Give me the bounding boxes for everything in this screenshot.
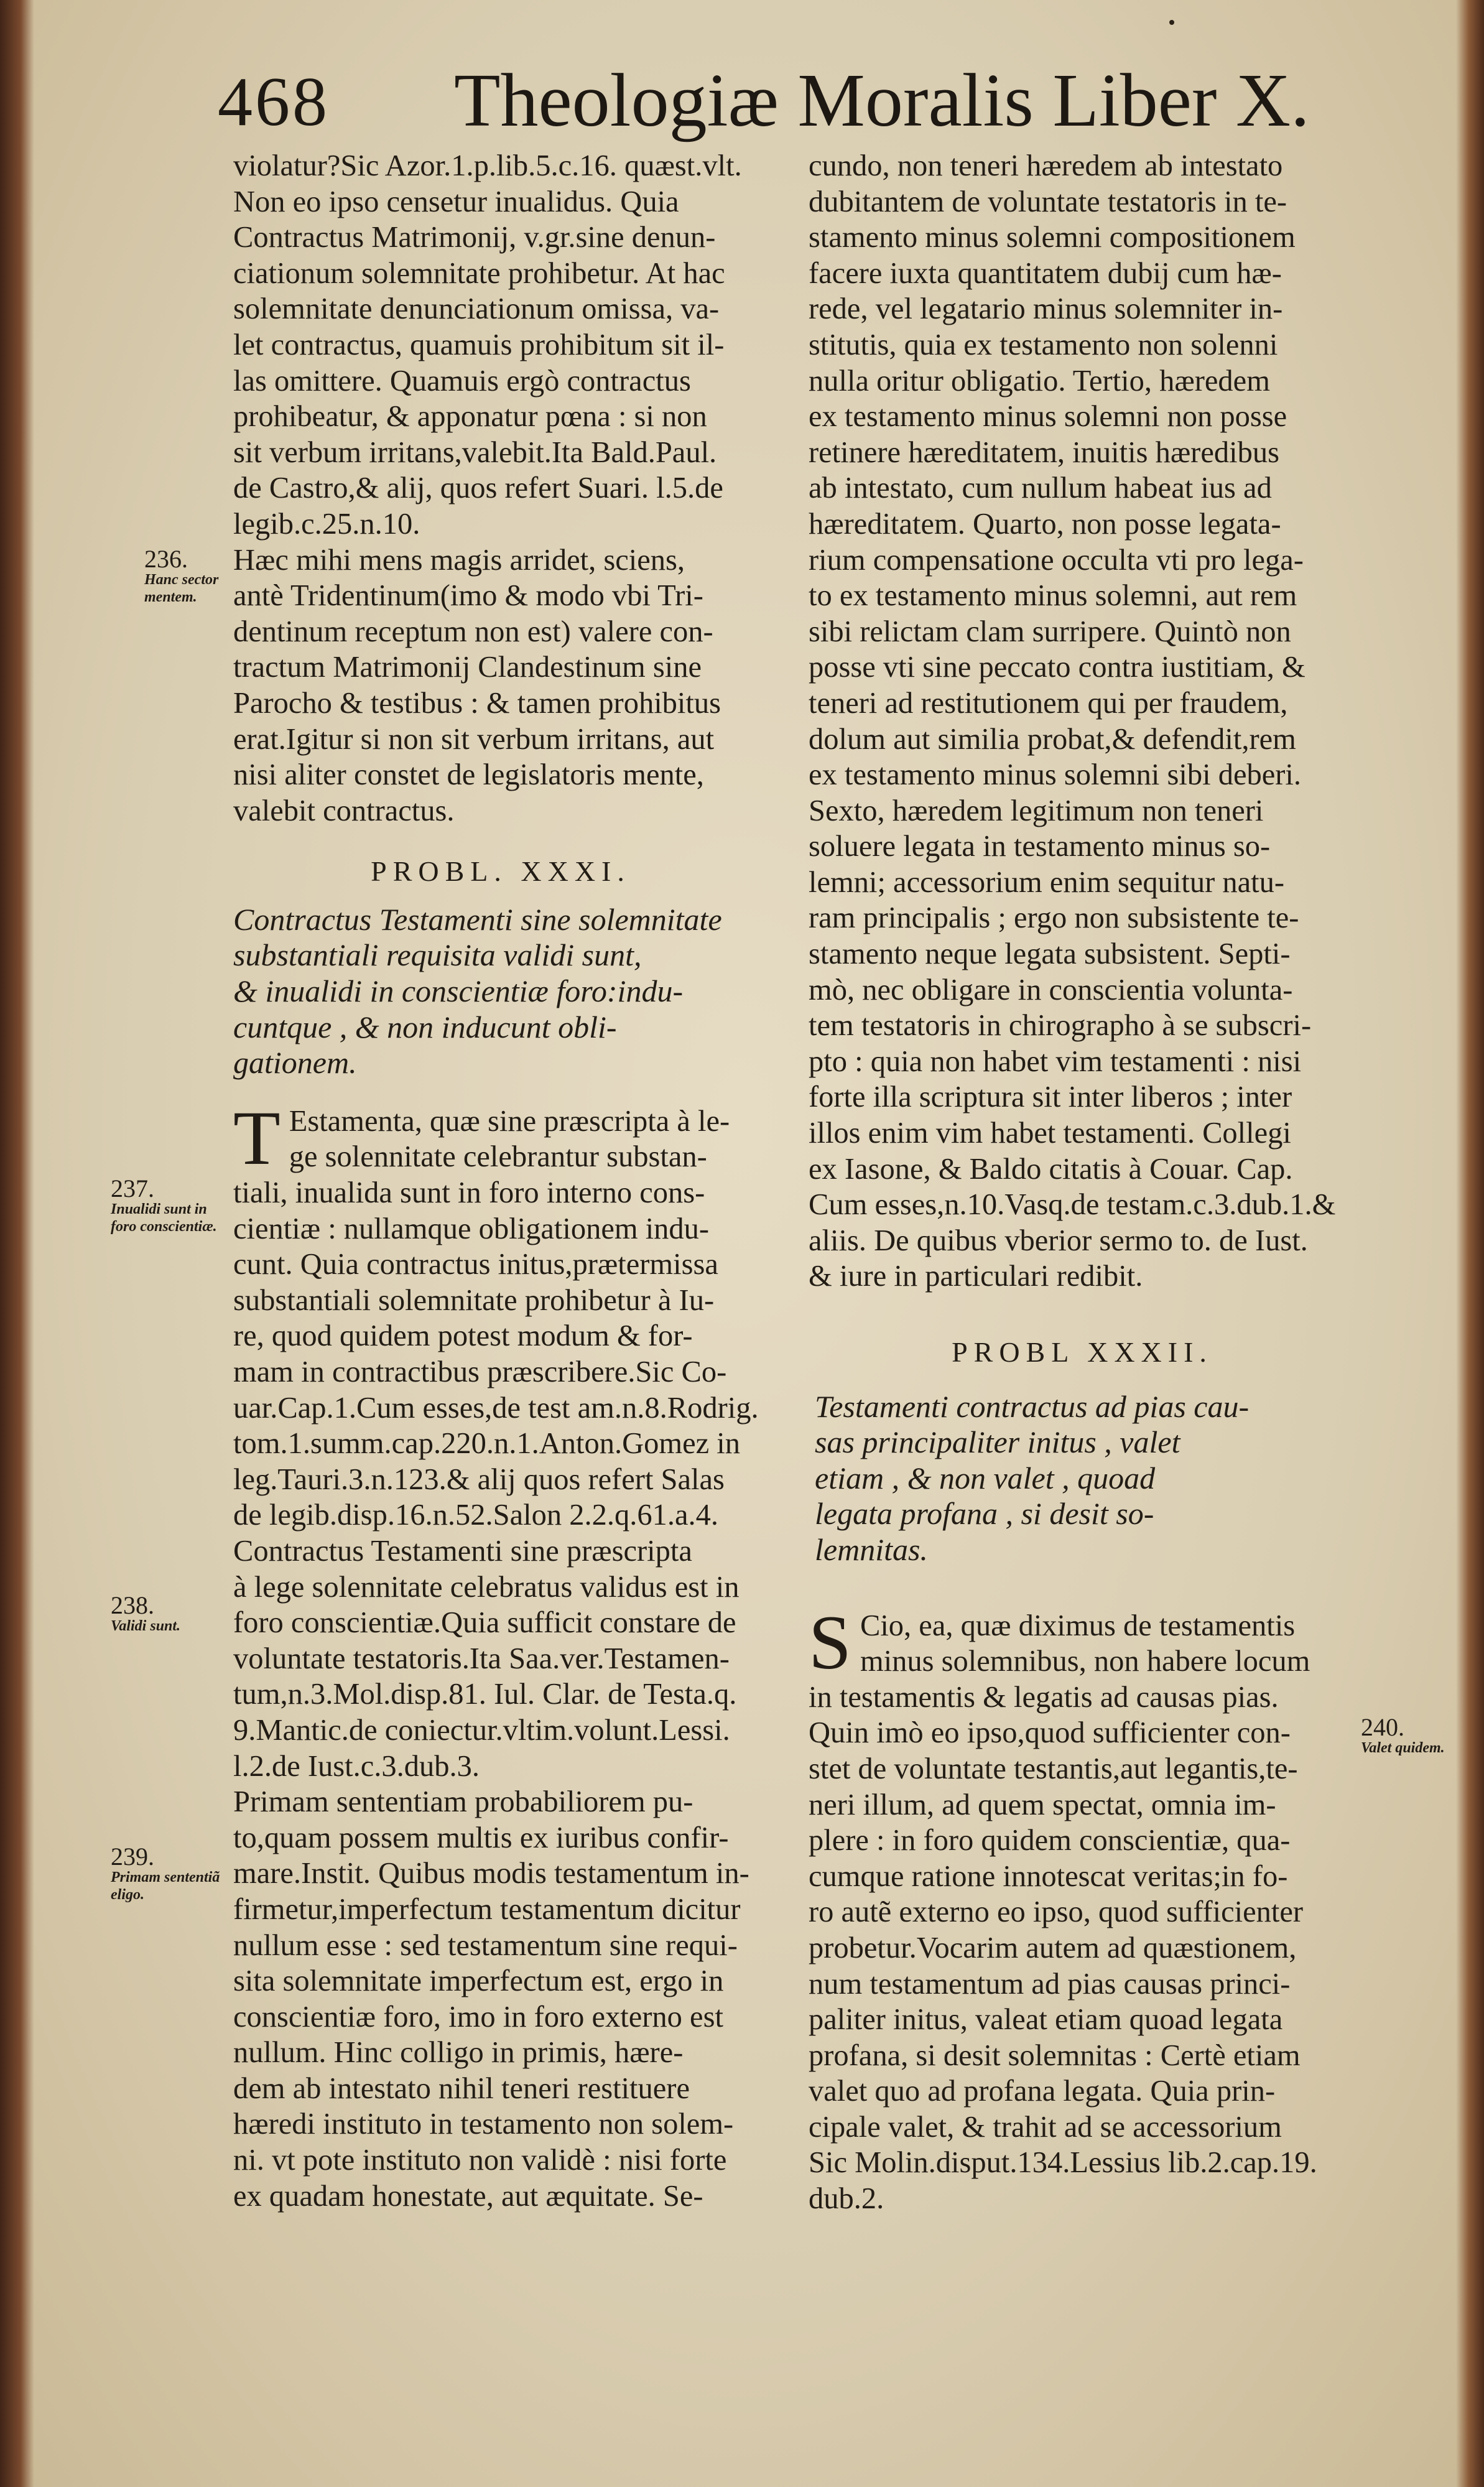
text-line: & iure in particulari redibit. [809,1260,1143,1293]
text-line: probetur.Vocarim autem ad quæstionem, [809,1931,1297,1964]
text-line: profana, si desit solemnitas : Certè etiam [809,2038,1301,2072]
page-edge-shadow-left [0,0,34,2487]
text-line: Cum esses,n.10.Vasq.de testam.c.3.dub.1.& [809,1188,1336,1222]
text-line: & inualidi in conscientiæ foro:indu- [233,974,684,1009]
text-line: de Castro,& alij, quos refert Suari. l.5.de [233,472,723,505]
text-line: num testamentum ad pias causas princi- [809,1967,1291,2001]
margin-note-number: 240. [1361,1713,1404,1741]
text-line: Contractus Matrimonij, v.gr.sine denun- [233,221,716,254]
text-line: ex testamento minus solemni non posse [809,400,1287,434]
text-line: Cio, ea, quæ diximus de testamentis [860,1609,1296,1642]
text-line: erat.Igitur si non sit verbum irritans, aut [233,722,715,756]
text-line: tom.1.summ.cap.220.n.1.Anton.Gomez in [233,1427,740,1461]
text-line: stamento neque legata subsistent. Septi- [809,937,1291,971]
text-line: valet quo ad profana legata. Quia prin- [809,2075,1276,2108]
text-line: neri illum, ad quem spectat, omnia im- [809,1788,1276,1821]
problem-31-summary [233,902,768,1081]
text-line: violatur?Sic Azor.1.p.lib.5.c.16. quæst.vlt. [233,149,742,182]
text-line: Non eo ipso censetur inualidus. Quia [233,185,679,218]
text-line: las omittere. Quamuis ergò contractus [233,364,691,397]
text-line: leg.Tauri.3.n.123.& alij quos refert Salas [233,1462,725,1496]
text-line: valebit contractus. [233,794,455,827]
text-line: firmetur,imperfectum testamentum dicitur [233,1892,741,1926]
text-line: illos enim vim habet testamenti. Collegi [809,1117,1291,1150]
text-line: lemnitas. [815,1532,928,1567]
margin-note-236 [144,545,231,606]
text-line: cientiæ : nullamque obligationem indu- [233,1212,710,1245]
text-line: Sexto, hæredem legitimum non teneri [809,794,1264,827]
text-line: forte illa scriptura sit inter liberos ; inter [809,1081,1292,1114]
text-line: sit verbum irritans,valebit.Ita Bald.Paul. [233,435,717,469]
text-line: ram principalis ; ergo non subsistente te- [809,901,1299,935]
right-text-block-a [809,148,1356,1295]
text-line: ex testamento minus solemni sibi deberi. [809,758,1302,792]
text-line: stet de voluntate testantis,aut legantis,te- [809,1752,1298,1785]
running-title: Theologiæ Moralis Liber X. [454,58,1310,142]
margin-note-237 [111,1174,223,1235]
text-line: Quin imò eo ipso,quod sufficienter con- [809,1716,1291,1750]
text-line: ge solennitate celebrantur substan- [289,1140,707,1174]
text-line: cuntque , & non inducunt obli- [233,1009,617,1044]
text-line: stitutis, quia ex testamento non solenni [809,328,1278,361]
dropcap-s: S [809,1599,851,1685]
margin-note-238 [111,1591,223,1635]
margin-note-240 [1361,1713,1454,1757]
text-line: Sic Molin.disput.134.Lessius lib.2.cap.19. [809,2146,1317,2180]
margin-note-number: 239. [111,1843,154,1871]
text-line: hæreditatem. Quarto, non posse legata- [809,507,1281,541]
text-line: nulla oritur obligatio. Tertio, hæredem [809,364,1270,397]
text-line: soluere legata in testamento minus so- [809,830,1271,863]
text-line: Contractus Testamenti sine solemnitate [233,901,722,937]
text-line: l.2.de Iust.c.3.dub.3. [233,1749,480,1783]
text-line: uar.Cap.1.Cum esses,de test am.n.8.Rodrig. [233,1391,759,1425]
left-text-block-b [233,1095,768,2214]
text-line: re, quod quidem potest modum & for- [233,1319,693,1353]
text-line: tractum Matrimonij Clandestinum sine [233,651,702,684]
text-line: tum,n.3.Mol.disp.81. Iul. Clar. de Testa.q. [233,1678,737,1711]
text-line: conscientiæ foro, imo in foro externo est [233,2000,723,2034]
text-line: ab intestato, cum nullum habeat ius ad [809,472,1272,505]
text-line: tem testatoris in chirographo à se subscri- [809,1009,1312,1043]
text-line: aliis. De quibus vberior sermo to. de Iust. [809,1224,1308,1257]
margin-note-label: Hanc sector mentem. [144,572,219,605]
left-text-block-a [233,148,768,829]
text-line: stamento minus solemni compositionem [809,221,1296,254]
text-line: cundo, non teneri hæredem ab intestato [809,149,1283,182]
text-line: plere : in foro quidem conscientiæ, qua- [809,1824,1291,1857]
text-line: cumque ratione innotescat veritas;in fo- [809,1859,1288,1893]
text-line: dolum aut similia probat,& defendit,rem [809,722,1296,756]
text-line: sita solemnitate imperfectum est, ergo in [233,1964,724,1998]
text-line: Contractus Testamenti sine præscripta [233,1534,692,1568]
text-line: dem ab intestato nihil teneri restituere [233,2071,690,2105]
text-line: pto : quia non habet vim testamenti : nisi [809,1044,1302,1078]
text-line: cunt. Quia contractus initus,prætermissa [233,1248,718,1281]
text-line: lemni; accessorium enim sequitur natu- [809,865,1285,899]
text-line: in testamentis & legatis ad causas pias. [809,1680,1279,1714]
page-edge-shadow-right [1456,0,1484,2487]
margin-note-label: Valet quidem. [1361,1740,1445,1756]
text-line: legib.c.25.n.10. [233,507,420,541]
text-line: cipale valet, & trahit ad se accessorium [809,2110,1282,2144]
margin-note-number: 237. [111,1174,154,1202]
text-line: to,quam possem multis ex iuribus confir- [233,1821,729,1854]
text-line: ex quadam honestate, aut æquitate. Se- [233,2179,703,2213]
text-line: voluntate testatoris.Ita Saa.ver.Testamen- [233,1642,730,1675]
text-line: mare.Instit. Quibus modis testamentum in- [233,1857,749,1890]
text-line: foro conscientiæ.Quia sufficit constare de [233,1606,736,1640]
text-line: to ex testamento minus solemni, aut rem [809,579,1297,613]
problem-32-summary [809,1389,1356,1568]
text-line: rede, vel legatario minus solemniter in- [809,292,1283,326]
text-line: mò, nec obligare in conscientia volunta- [809,973,1293,1006]
margin-note-number: 238. [111,1591,154,1619]
text-line: mam in contractibus præscribere.Sic Co- [233,1355,727,1388]
text-line: solemnitate denunciationum omissa, va- [233,292,720,326]
margin-note-239 [111,1843,223,1904]
text-line: ro autẽ externo eo ipso, quod sufficienter [809,1895,1304,1929]
text-line: posse vti sine peccato contra iustitiam, & [809,651,1305,684]
text-line: minus solemnibus, non habere locum [860,1645,1310,1678]
margin-note-number: 236. [144,545,188,573]
text-line: antè Tridentinum(imo & modo vbi Tri- [233,579,703,613]
text-line: paliter initus, valeat etiam quoad legata [809,2003,1283,2037]
text-line: Testamenti contractus ad pias cau- [815,1388,1250,1424]
text-line: substantiali solemnitate prohibetur à Iu- [233,1283,715,1317]
text-line: dentinum receptum non est) valere con- [233,615,713,648]
text-line: Hæc mihi mens magis arridet, sciens, [233,543,685,577]
text-line: sas principaliter initus , valet [815,1425,1180,1460]
text-line: retinere hæreditatem, inuitis hæredibus [809,435,1279,469]
text-line: gationem. [233,1045,357,1081]
text-line: etiam , & non valet , quoad [815,1460,1156,1495]
left-column [233,148,768,2214]
problem-31-heading: PROBL. XXXI. [371,855,631,888]
text-line: teneri ad restitutionem qui per fraudem, [809,686,1288,720]
right-column [809,148,1356,2217]
text-line: dubitantem de voluntate testatoris in te- [809,185,1287,218]
text-line: nullum. Hinc colligo in primis, hære- [233,2036,684,2070]
text-line: à lege solennitate celebratus validus est in [233,1570,740,1604]
text-line: substantiali requisita validi sunt, [233,937,642,973]
text-line: ciationum solemnitate prohibetur. At hac [233,256,725,290]
text-line: prohibeatur, & apponatur pœna : si non [233,400,707,434]
page-number: 468 [218,63,330,141]
margin-note-label: Inualidi sunt in foro conscientiæ. [111,1201,217,1235]
text-line: legata profana , si desit so- [815,1496,1154,1532]
text-line: nullum esse : sed testamentum sine requi- [233,1928,738,1962]
text-line: facere iuxta quantitatem dubij cum hæ- [809,256,1282,290]
text-line: hæredi instituto in testamento non solem- [233,2108,734,2141]
margin-note-label: Primam sententiã eligo. [111,1869,220,1903]
text-line: ni. vt pote instituto non validè : nisi forte [233,2144,727,2177]
text-line: sibi relictam clam surripere. Quintò non [809,615,1291,648]
right-text-block-b [809,1599,1356,2217]
margin-note-label: Validi sunt. [111,1618,181,1634]
text-line: dub.2. [809,2182,884,2216]
text-line: 9.Mantic.de coniectur.vltim.volunt.Lessi. [233,1713,730,1747]
text-line: ex Iasone, & Baldo citatis à Couar. Cap. [809,1152,1293,1186]
text-line: Primam sententiam probabiliorem pu- [233,1785,693,1819]
text-line: de legib.disp.16.n.52.Salon 2.2.q.61.a.4. [233,1499,718,1532]
text-line: let contractus, quamuis prohibitum sit il- [233,328,725,361]
text-line: Estamenta, quæ sine præscripta à le- [289,1104,730,1138]
text-line: Parocho & testibus : & tamen prohibitus [233,686,721,720]
ink-speck [1169,20,1174,25]
text-line: tiali, inualida sunt in foro interno cons- [233,1176,705,1210]
text-line: nisi aliter constet de legislatoris mente, [233,758,704,792]
dropcap-t: T [233,1095,281,1181]
text-line: rium compensatione occulta vti pro lega- [809,543,1304,577]
problem-32-heading: PROBL XXXII. [952,1336,1213,1368]
